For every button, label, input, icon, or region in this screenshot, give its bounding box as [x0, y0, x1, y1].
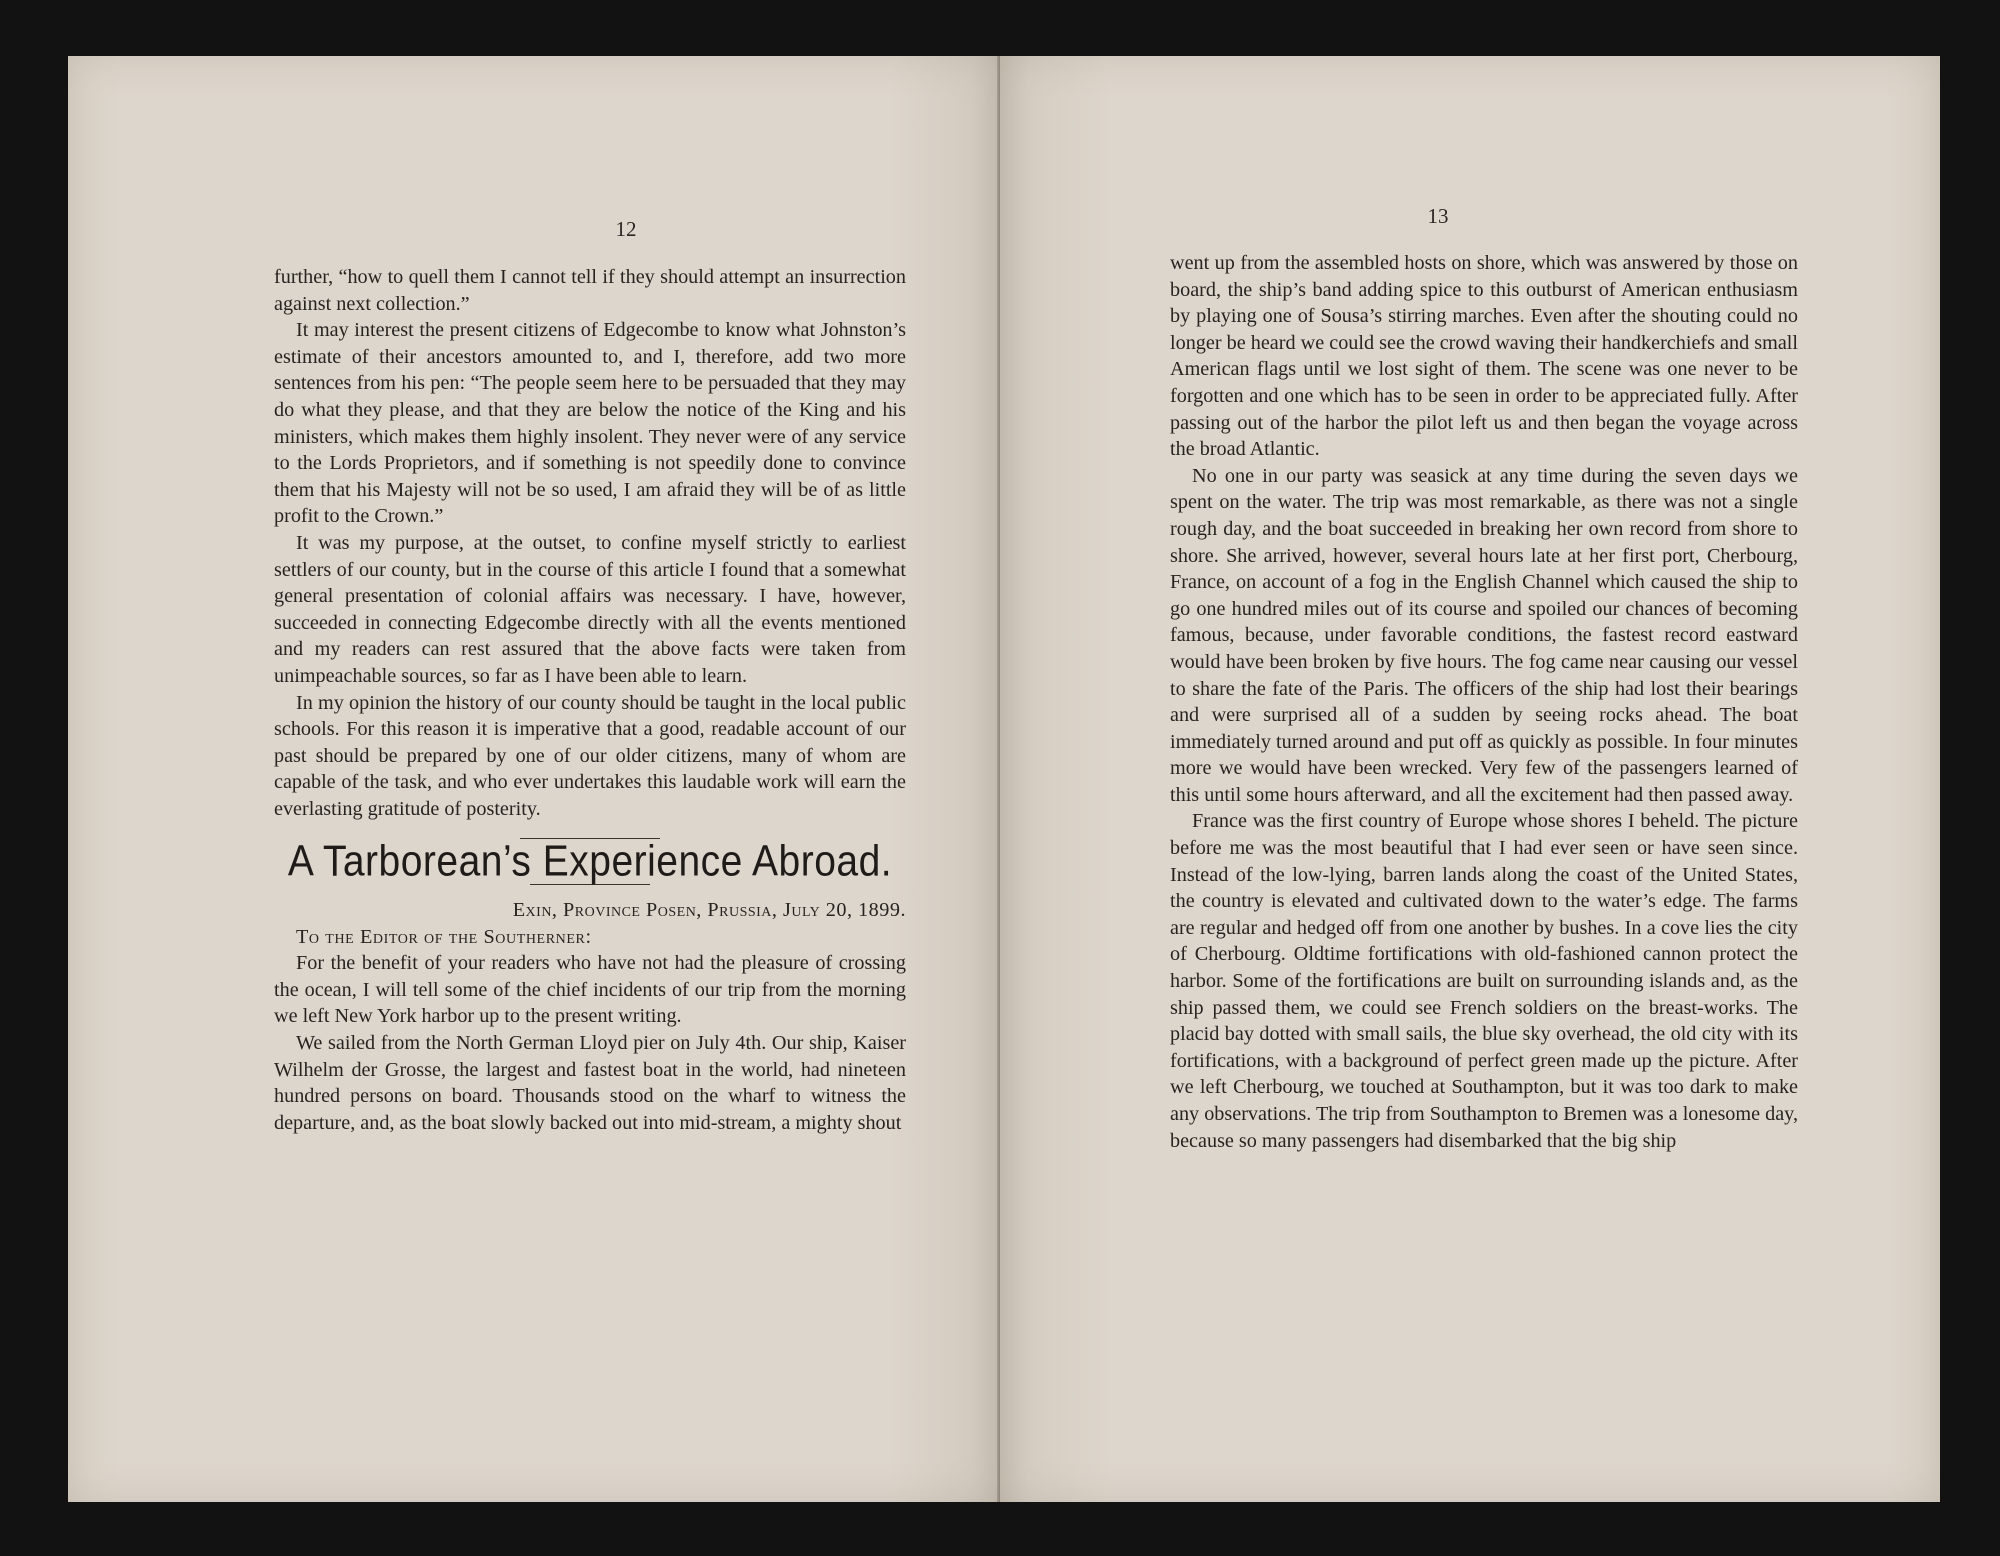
dateline: Exin, Province Posen, Prussia, July 20, 1899.	[512, 899, 906, 922]
paragraph: We sailed from the North German Lloyd pier on July 4th. Our ship, Kaiser Wilhelm der Grosse, the largest and fastest boat in the world, had nineteen hundred persons on board. Thousands stood on the wharf to witness the departure, and, as the boat slowly backed out into mid-stream, a mighty shout	[274, 1032, 906, 1134]
page-number-left: 12	[615, 217, 637, 241]
left-column	[274, 264, 906, 1136]
page-number-right: 13	[1427, 204, 1449, 228]
paragraph: In my opinion the history of our county should be taught in the local public schools. For this reason it is imperative that a good, readable account of our past should be prepared by one of our older citizens, many of whom are capable of the task, and who ever undertakes this laudable work will earn the everlasting gratitude of posterity.	[274, 691, 906, 820]
booklet-spread	[68, 56, 1940, 1502]
paragraph: France was the first country of Europe whose shores I beheld. The picture before me was the most beautiful that I had ever seen or have seen since. Instead of the low-lying, barren lands along the coast of the United States, the country is elevated and cultivated down to the water’s edge. The farms are regular and hedged off from one another by bushes. In a cove lies the city of Cherbourg. Oldtime fortifications with old-fashioned cannon protect the harbor. Some of the fortifications are built on surrounding islands and, as the ship passed them, we could see French soldiers on the breast-works. The placid bay dotted with small sails, the blue sky overhead, the old city with its fortifications, with a background of perfect green made up the picture. After we left Cherbourg, we touched at Southampton, but it was too dark to make any observations. The trip from Southampton to Bremen was a lonesome day, because so many passengers had disembarked that the big ship	[1170, 810, 1798, 1152]
paragraph: For the benefit of your readers who have not had the pleasure of crossing the ocean, I will tell some of the chief incidents of our trip from the morning we left New York harbor up to the present writing.	[274, 952, 906, 1028]
right-page	[1000, 56, 1940, 1502]
paragraph: It was my purpose, at the outset, to confine myself strictly to earliest settlers of our county, but in the course of this article I found that a somewhat general presentation of colonial affairs was necessary. I have, however, succeeded in connecting Edgecombe directly with all the events mentioned and my readers can rest assured that the above facts were taken from unimpeachable sources, so far as I have been able to learn.	[274, 531, 906, 687]
paragraph: further, “how to quell them I cannot tell if they should attempt an insurrection against next collection.”	[274, 266, 906, 315]
paragraph: went up from the assembled hosts on shore, which was answered by those on board, the ship’s band adding spice to this outburst of American enthusiasm by playing one of Sousa’s stirring marches. Even after the shouting could no longer be heard we could see the crowd waving their handkerchiefs and small American flags until we lost sight of them. The scene was one never to be forgotten and one which has to be seen in order to be appreciated fully. After passing out of the harbor the pilot left us and then began the voyage across the broad Atlantic.	[1170, 252, 1798, 461]
right-column	[1170, 250, 1798, 1154]
left-page	[68, 56, 1000, 1502]
paragraph: No one in our party was seasick at any time during the seven days we spent on the water. The trip was most remarkable, as there was not a single rough day, and the boat succeeded in breaking her own record from shore to shore. She arrived, however, several hours late at her first port, Cherbourg, France, on account of a fog in the English Channel which caused the ship to go one hundred miles out of its course and spoiled our chances of becoming famous, because, under favorable conditions, the fastest record eastward would have been broken by five hours. The fog came near causing our vessel to share the fate of the Paris. The officers of the ship had lost their bearings and were surprised all of a sudden by seeing rocks ahead. The boat immediately turned around and put off as quickly as possible. In four minutes more we would have been wrecked. Very few of the passengers learned of this until some hours afterward, and all the excitement had then passed away.	[1170, 464, 1798, 806]
article-title: A Tarborean’s Experience Abroad.	[287, 837, 893, 886]
paragraph: It may interest the present citizens of Edgecombe to know what Johnston’s estimate of their ancestors amounted to, and I, therefore, add two more sentences from his pen: “The people seem here to be persuaded that they may do what they please, and that they are below the notice of the King and his ministers, which makes them highly insolent. They never were of any service to the Lords Proprietors, and if something is not speedily done to convince them that his Majesty will not be so used, I am afraid they will be of as little profit to the Crown.”	[274, 319, 906, 528]
salutation: To the Editor of the Southerner:	[296, 925, 592, 948]
